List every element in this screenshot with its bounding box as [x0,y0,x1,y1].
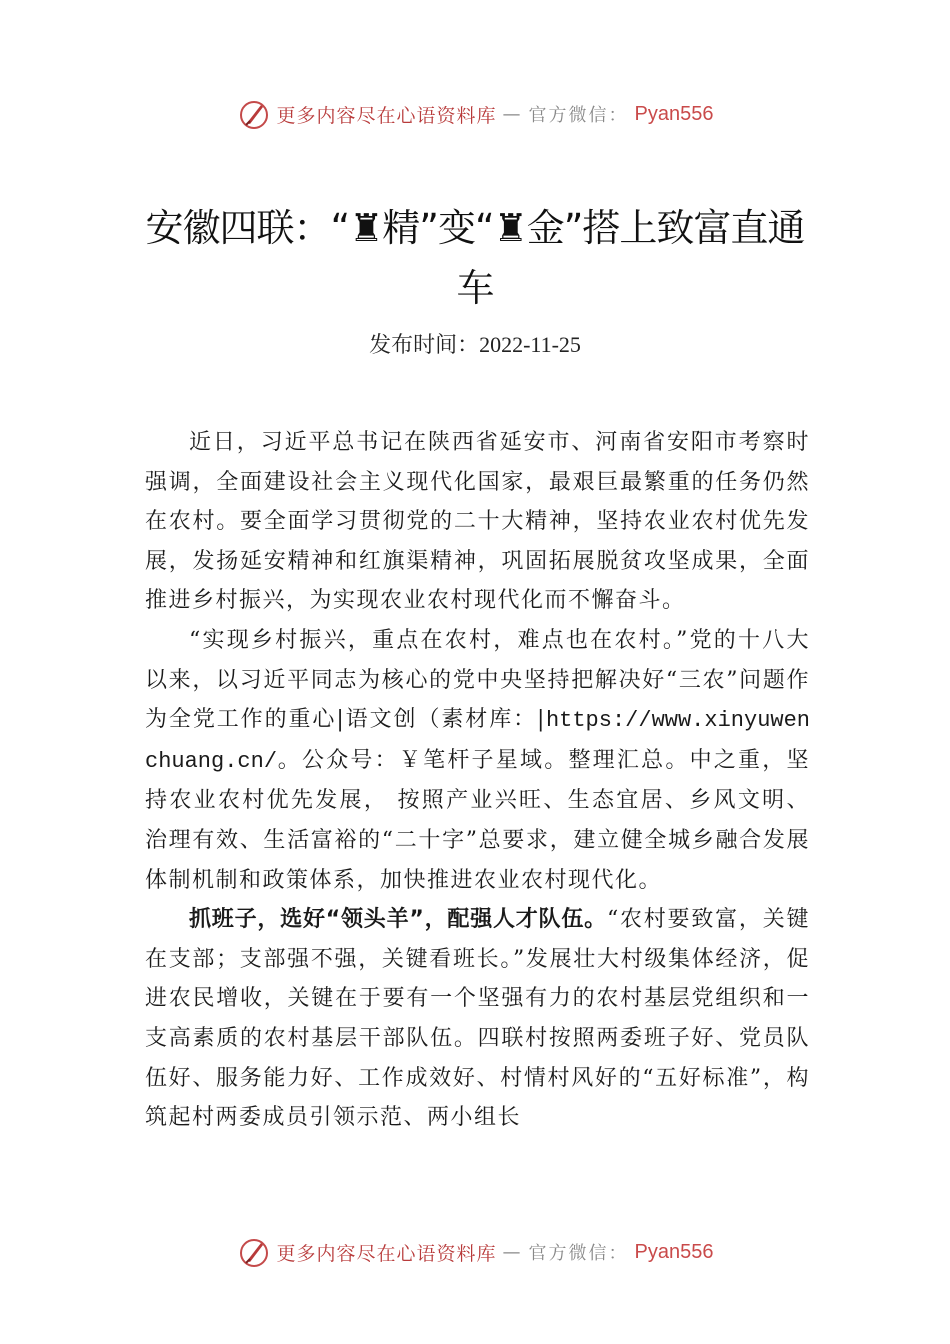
publish-date [0,328,950,359]
publish-date-value: 2022-11-25 [479,332,581,357]
quill-logo-icon [237,97,271,131]
banner-wechat-id: Pyan556 [634,102,714,125]
header-banner [0,94,950,134]
paragraph-3 [145,900,810,1138]
publish-date-label: 发布时间： [369,333,480,358]
paragraph-1: 近日，习近平总书记在陕西省延安市、河南省安阳市考察时强调，全面建设社会主义现代化国家，最艰巨最繁重的任务仍然在农村。要全面学习贯彻党的二十大精神，坚持农业农村优先发展，发扬延安精神和红旗渠精神，巩固拓展脱贫攻坚成果，全面推进乡村振兴，为实现农业农村现代化而不懈奋斗。 [145,430,810,614]
source-url-link[interactable]: https://www.xinyuwenchuang.cn/ [145,708,810,774]
footer-banner [0,1232,950,1272]
footer-wechat-label: 官方微信： [528,1243,629,1264]
article-body [145,423,810,1138]
banner-separator: — [502,103,523,125]
footer-brand: 更多内容尽在心语资料库 [276,1242,497,1265]
banner-brand: 更多内容尽在心语资料库 [276,104,497,127]
article-title: 安徽四联：“♜精”变“♜金”搭上致富直通车 [145,206,805,310]
banner-wechat-label: 官方微信： [528,105,629,126]
paragraph-3-lead: 抓班子，选好“领头羊”，配强人才队伍。 [189,907,607,933]
paragraph-2-text-a: “实现乡村振兴，重点在农村，难点也在农村。”党的十八大以来，以习近平同志为核心的党中央坚持把解决好“三农”问题作为全党工作的重心|语文创（素材库：| [145,627,810,733]
paragraph-3-text: “农村要致富，关键在支部；支部强不强，关键看班长。”发展壮大村级集体经济，促进农民增收，关键在于要有一个坚强有力的农村基层党组织和一支高素质的农村基层干部队伍。四联村按照两委班子好、党员队伍好、服务能力好、工作成效好、村情村风好的“五好标准”，构筑起村两委成员引领示范、两小组长 [145,907,811,1131]
footer-wechat-id: Pyan556 [634,1240,714,1263]
paragraph-2-text-b: 。公众号：￥笔杆子星域。整理汇总。中之重，坚持农业农村优先发展， 按照产业兴旺、生态宜居、乡风文明、治理有效、生活富裕的“二十字”总要求，建立健全城乡融合发展体制机制和政策体系，加快推进农业农村现代化。 [145,747,810,893]
footer-separator: — [502,1241,523,1263]
quill-logo-icon [237,1235,271,1269]
paragraph-2 [145,621,810,900]
